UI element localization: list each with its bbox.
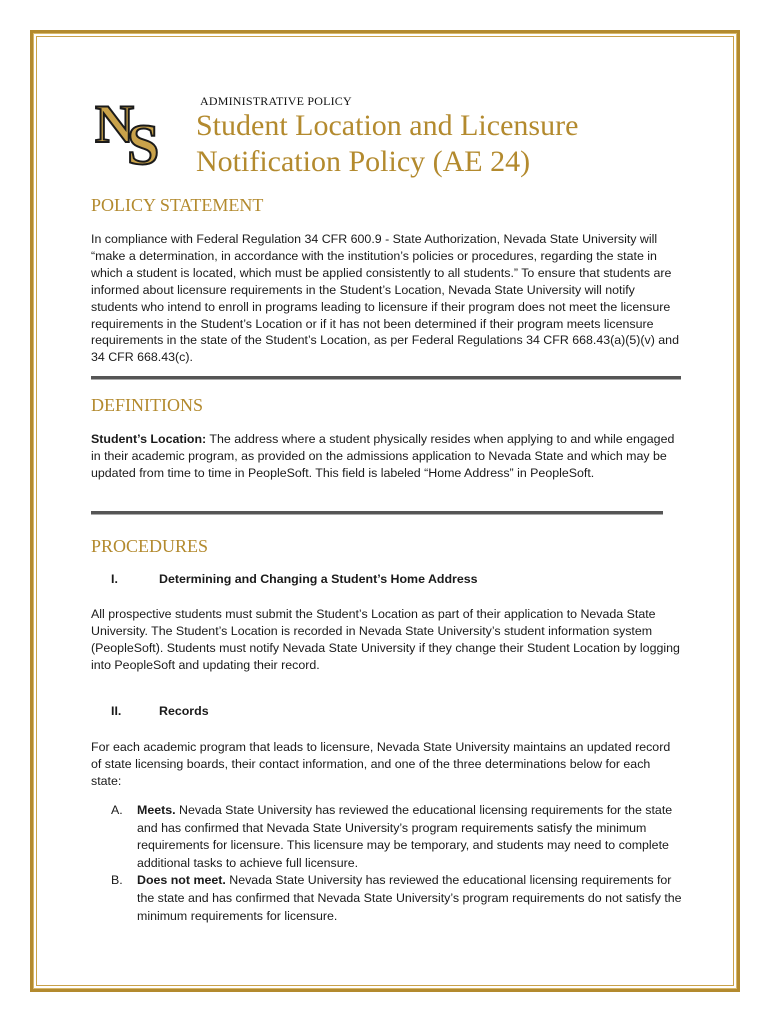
title-line-2: Notification Policy (AE 24) <box>196 145 531 178</box>
procedure-body-1: All prospective students must submit the Student’s Location as part of their application to Nevada State University. The Student’s Location is recorded in Nevada State University’s student information system (PeopleSoft). Students must notify Nevada State University if they change their Student Location by logging into PeopleSoft and updating their record. <box>91 607 680 672</box>
list-item <box>111 872 691 925</box>
procedure-heading-2 <box>111 704 209 718</box>
determinations-list <box>111 802 691 925</box>
procedure-number: II. <box>111 704 122 718</box>
procedures-heading: PROCEDURES <box>91 536 209 556</box>
list-text: Nevada State University has reviewed the educational licensing requirements for the state and has confirmed that Nevada State University’s program requirements do not satisfy the minimum requirements for licensure. <box>137 873 682 923</box>
procedure-heading-1 <box>111 572 478 586</box>
list-term: Meets. <box>137 803 176 817</box>
logo-letter-n: N <box>95 96 134 154</box>
policy-statement-heading: POLICY STATEMENT <box>91 195 264 215</box>
procedure-number: I. <box>111 572 118 586</box>
procedure-title: Records <box>159 704 209 718</box>
list-item <box>111 802 691 872</box>
procedure-title: Determining and Changing a Student’s Home Address <box>159 572 478 586</box>
title-line-1: Student Location and Licensure <box>196 109 579 142</box>
nsu-logo <box>93 96 179 168</box>
list-letter: B. <box>111 873 123 888</box>
section-divider <box>91 376 681 380</box>
list-letter: A. <box>111 803 123 817</box>
procedure-body-2: For each academic program that leads to licensure, Nevada State University maintains an updated record of state licensing boards, their contact information, and one of the three determinations below for each state: <box>91 740 671 788</box>
list-term: Does not meet. <box>137 873 226 888</box>
policy-statement-body: In compliance with Federal Regulation 34 CFR 600.9 - State Authorization, Nevada State University will “make a determination, in accordance with the institution’s policies or procedures, regarding the state in which a student is located, which must be applied consistently to all students.” To ensure that students are informed about licensure requirements in the Student’s Location, Nevada State University will notify students who intend to enroll in programs leading to licensure if their program does not meet the licensure requirements in the Student’s Location or if it has not been determined if their program meets licensure requirements in the state of the Student’s Location, as per Federal Regulations 34 CFR 668.43(a)(5)(v) and 34 CFR 668.43(c). <box>91 232 679 365</box>
definition-student-location <box>91 431 681 482</box>
page-title <box>196 108 656 180</box>
policy-type-label: ADMINISTRATIVE POLICY <box>200 94 352 108</box>
definition-term: Student’s Location: <box>91 432 207 446</box>
definitions-heading: DEFINITIONS <box>91 395 203 415</box>
definition-text: The address where a student physically resides when applying to and while engaged in their academic program, as provided on the admissions application to Nevada State and which may be updated from time to time in PeopleSoft. This field is labeled “Home Address” in PeopleSoft. <box>91 432 675 480</box>
logo-letter-s: S <box>127 112 160 168</box>
list-text: Nevada State University has reviewed the educational licensing requirements for the state and has confirmed that Nevada State University’s program requirements satisfy the minimum requirements for licensure. This licensure may be temporary, and students may need to complete additional tasks to achieve full licensure. <box>137 803 673 870</box>
section-divider <box>91 511 663 515</box>
